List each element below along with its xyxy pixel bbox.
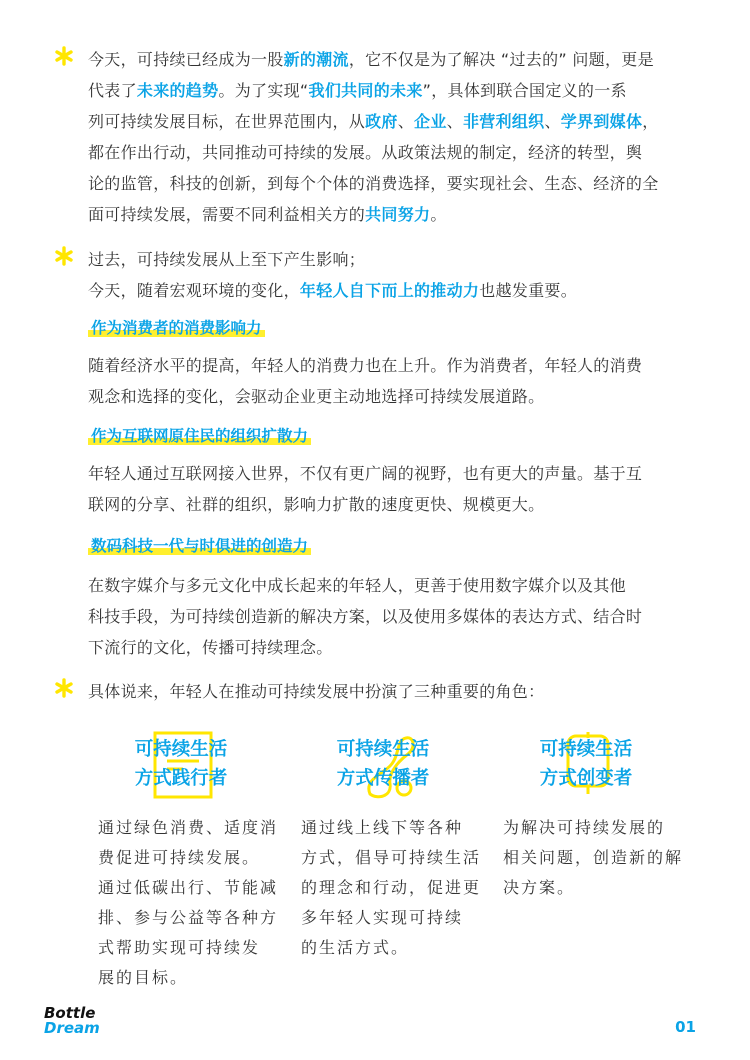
text-run: ， bbox=[642, 112, 659, 131]
trend-paragraph bbox=[88, 244, 704, 306]
role-title-line: 可持续生活 bbox=[336, 739, 430, 760]
asterisk-icon bbox=[54, 246, 74, 266]
section-heading-digital: 数码科技一代与时俱进的创造力 bbox=[88, 535, 311, 557]
highlighted-text: 企业 bbox=[414, 112, 447, 131]
role-title-practitioner bbox=[96, 735, 266, 793]
desc-line: 式帮助实现可持续发 bbox=[98, 938, 261, 957]
desc-line: 费促进可持续发展。 bbox=[98, 848, 261, 867]
section-body-consumer bbox=[88, 350, 700, 412]
text-run: 过去，可持续发展从上至下产生影响； bbox=[88, 250, 366, 269]
section-body-digital bbox=[88, 570, 700, 663]
desc-line: 的生活方式。 bbox=[301, 938, 410, 957]
desc-line: 的理念和行动，促进更 bbox=[301, 878, 482, 897]
text-run: 列可持续发展目标，在世界范围内，从 bbox=[88, 112, 366, 131]
role-title-line: 方式传播者 bbox=[336, 768, 430, 789]
paragraph-line bbox=[88, 44, 704, 75]
logo-line-2: Dream bbox=[44, 1019, 100, 1037]
desc-line: 多年轻人实现可持续 bbox=[301, 908, 464, 927]
text-run: 。为了实现“ bbox=[218, 81, 309, 100]
desc-line: 排、参与公益等各种方 bbox=[98, 908, 279, 927]
role-title-line: 可持续生活 bbox=[134, 739, 228, 760]
paragraph-line bbox=[88, 106, 704, 137]
paragraph-line bbox=[88, 199, 704, 230]
desc-line: 通过绿色消费、适度消 bbox=[98, 818, 279, 837]
role-desc-innovator bbox=[503, 813, 688, 903]
desc-line: 通过低碳出行、节能减 bbox=[98, 878, 279, 897]
highlighted-text: 我们共同的未来 bbox=[308, 81, 423, 100]
body-line: 联网的分享、社群的组织，影响力扩散的速度更快、规模更大。 bbox=[88, 495, 545, 514]
role-title-line: 方式践行者 bbox=[134, 768, 228, 789]
logo-line-1: Bottle bbox=[44, 1004, 96, 1022]
role-desc-practitioner bbox=[98, 813, 283, 993]
paragraph-line bbox=[88, 75, 704, 106]
highlighted-text: 共同努力 bbox=[365, 205, 431, 224]
text-run: 、 bbox=[446, 112, 463, 131]
section-heading-internet: 作为互联网原住民的组织扩散力 bbox=[88, 425, 311, 447]
highlighted-text: 学界到媒体 bbox=[560, 112, 643, 131]
text-run: 。 bbox=[430, 205, 447, 224]
intro-paragraph-block bbox=[54, 44, 704, 230]
role-title-communicator bbox=[298, 735, 468, 793]
text-run: 也越发重要。 bbox=[479, 281, 578, 300]
body-line: 在数字媒介与多元文化中成长起来的年轻人，更善于使用数字媒介以及其他 bbox=[88, 576, 626, 595]
desc-line: 为解决可持续发展的 bbox=[503, 818, 666, 837]
paragraph-line bbox=[88, 137, 704, 168]
text-run: 今天，可持续已经成为一股 bbox=[88, 50, 284, 69]
text-run: 今天，随着宏观环境的变化， bbox=[88, 281, 300, 300]
text-run: ，它不仅是为了解决 “过去的” 问题，更是 bbox=[348, 50, 654, 69]
highlighted-text: 年轻人自下而上的推动力 bbox=[299, 281, 480, 300]
desc-line: 展的目标。 bbox=[98, 968, 189, 987]
text-run: 、 bbox=[544, 112, 561, 131]
paragraph-line bbox=[88, 275, 704, 306]
highlighted-text: 新的潮流 bbox=[283, 50, 349, 69]
body-line: 随着经济水平的提高，年轻人的消费力也在上升。作为消费者，年轻人的消费 bbox=[88, 356, 643, 375]
text-run: 论的监管，科技的创新，到每个个体的消费选择，要实现社会、生态、经济的全 bbox=[88, 174, 659, 193]
desc-line: 方式，倡导可持续生活 bbox=[301, 848, 482, 867]
brand-logo bbox=[44, 1006, 100, 1036]
page-number: 01 bbox=[675, 1018, 696, 1036]
desc-line: 通过线上线下等各种 bbox=[301, 818, 464, 837]
roles-intro-text: 具体说来，年轻人在推动可持续发展中扮演了三种重要的角色： bbox=[88, 682, 545, 701]
section-body-internet bbox=[88, 458, 700, 520]
role-desc-communicator bbox=[301, 813, 486, 963]
roles-intro-block bbox=[54, 676, 704, 707]
highlighted-text: 未来的趋势 bbox=[136, 81, 219, 100]
body-line: 年轻人通过互联网接入世界，不仅有更广阔的视野，也有更大的声量。基于互 bbox=[88, 464, 643, 483]
desc-line: 决方案。 bbox=[503, 878, 576, 897]
text-run: 代表了 bbox=[88, 81, 137, 100]
text-run: 面可持续发展，需要不同利益相关方的 bbox=[88, 205, 366, 224]
trend-paragraph-block bbox=[54, 244, 704, 306]
body-line: 观念和选择的变化，会驱动企业更主动地选择可持续发展道路。 bbox=[88, 387, 545, 406]
asterisk-icon bbox=[54, 46, 74, 66]
body-line: 科技手段，为可持续创造新的解决方案，以及使用多媒体的表达方式、结合时 bbox=[88, 607, 643, 626]
paragraph-line bbox=[88, 168, 704, 199]
highlighted-text: 政府 bbox=[365, 112, 398, 131]
highlighted-text: 非营利组织 bbox=[462, 112, 545, 131]
asterisk-icon bbox=[54, 678, 74, 698]
role-title-line: 可持续生活 bbox=[539, 739, 633, 760]
section-heading-consumer: 作为消费者的消费影响力 bbox=[88, 317, 265, 339]
text-run: ”，具体到联合国定义的一系 bbox=[422, 81, 627, 100]
text-run: 、 bbox=[397, 112, 415, 131]
body-line: 下流行的文化，传播可持续理念。 bbox=[88, 638, 333, 657]
intro-paragraph bbox=[88, 44, 704, 230]
text-run: 都在作出行动，共同推动可持续的发展。从政策法规的制定，经济的转型，舆 bbox=[88, 143, 643, 162]
role-title-line: 方式创变者 bbox=[539, 768, 633, 789]
paragraph-line bbox=[88, 244, 704, 275]
desc-line: 相关问题，创造新的解 bbox=[503, 848, 684, 867]
role-title-innovator bbox=[501, 735, 671, 793]
